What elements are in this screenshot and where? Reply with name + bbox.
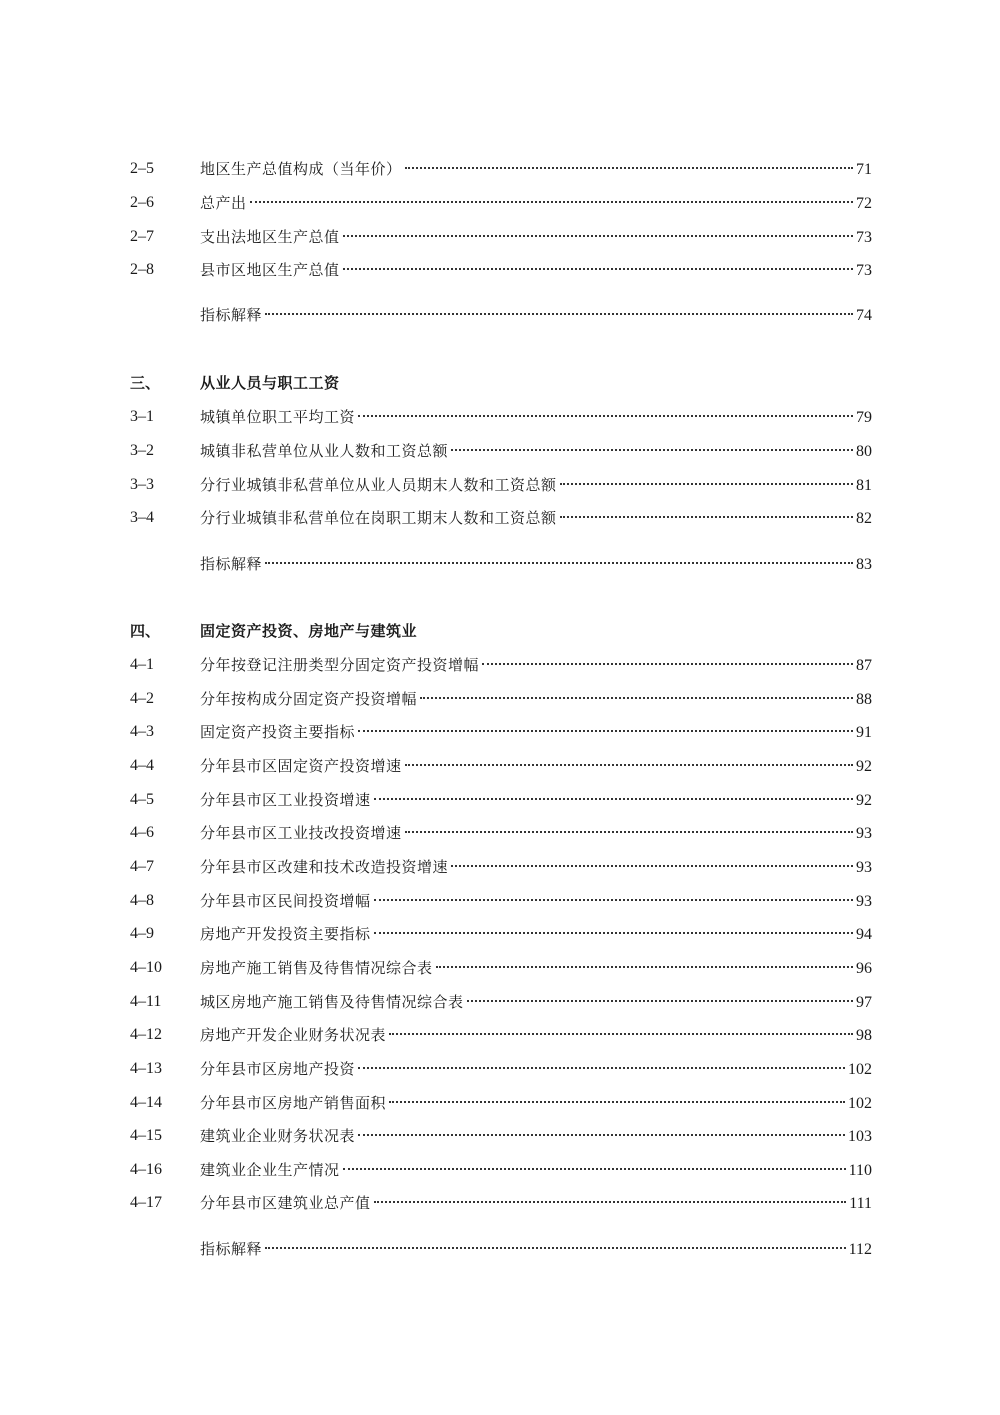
toc-entry-page: 79	[856, 409, 872, 426]
dot-leader	[343, 235, 853, 237]
toc-entry[interactable]	[0, 191, 1000, 215]
toc-entry-number: 4–3	[130, 723, 154, 740]
toc-entry-title: 分年县市区固定资产投资增速	[200, 757, 402, 775]
toc-entry-page: 97	[856, 994, 872, 1011]
toc-entry-number: 2–6	[130, 194, 154, 211]
toc-entry-title: 分行业城镇非私营单位在岗职工期末人数和工资总额	[200, 509, 557, 527]
section-number: 三、	[130, 374, 161, 392]
toc-entry-title: 分年县市区民间投资增幅	[200, 892, 371, 910]
toc-entry-page: 83	[856, 556, 872, 573]
toc-entry-number: 4–13	[130, 1060, 162, 1077]
toc-entry-page: 98	[856, 1027, 872, 1044]
section-title: 固定资产投资、房地产与建筑业	[200, 622, 418, 640]
toc-entry-title: 分年县市区房地产投资	[200, 1060, 356, 1078]
toc-entry-title: 指标解释	[200, 1240, 263, 1258]
toc-entry-title: 分年县市区改建和技术改造投资增速	[200, 858, 449, 876]
toc-entry[interactable]	[0, 687, 1000, 711]
toc-entry-page: 110	[848, 1162, 872, 1179]
toc-explanation-entry[interactable]	[0, 552, 1000, 576]
toc-entry-page: 91	[856, 724, 872, 741]
dot-leader	[482, 663, 853, 665]
toc-entry-page: 103	[848, 1128, 872, 1145]
toc-entry-title: 分年按登记注册类型分固定资产投资增幅	[200, 656, 480, 674]
toc-entry-page: 82	[856, 510, 872, 527]
toc-entry[interactable]	[0, 1091, 1000, 1115]
toc-entry-number: 4–7	[130, 858, 154, 875]
toc-entry[interactable]	[0, 506, 1000, 530]
toc-entry-title: 固定资产投资主要指标	[200, 723, 356, 741]
toc-entry[interactable]	[0, 889, 1000, 913]
section-number: 四、	[130, 622, 161, 640]
toc-entry-title: 房地产开发企业财务状况表	[200, 1026, 387, 1044]
toc-entry-title: 分年县市区建筑业总产值	[200, 1194, 371, 1212]
toc-entry-number: 4–1	[130, 656, 154, 673]
toc-entry[interactable]	[0, 473, 1000, 497]
toc-entry[interactable]	[0, 157, 1000, 181]
toc-entry[interactable]	[0, 990, 1000, 1014]
toc-entry[interactable]	[0, 821, 1000, 845]
toc-entry[interactable]	[0, 855, 1000, 879]
toc-entry-number: 2–5	[130, 160, 154, 177]
dot-leader	[405, 764, 853, 766]
toc-entry-page: 93	[856, 825, 872, 842]
toc-entry-title: 指标解释	[200, 555, 263, 573]
toc-entry-number: 2–8	[130, 261, 154, 278]
toc-explanation-entry[interactable]	[0, 303, 1000, 327]
toc-entry-page: 102	[848, 1061, 872, 1078]
dot-leader	[265, 562, 853, 564]
toc-entry-page: 111	[849, 1195, 872, 1212]
toc-entry[interactable]	[0, 225, 1000, 249]
dot-leader	[560, 483, 853, 485]
toc-entry-number: 4–6	[130, 824, 154, 841]
toc-entry[interactable]	[0, 720, 1000, 744]
toc-entry-page: 74	[856, 307, 872, 324]
toc-entry-page: 93	[856, 859, 872, 876]
toc-entry-title: 分年县市区工业技改投资增速	[200, 824, 402, 842]
toc-entry-title: 支出法地区生产总值	[200, 228, 340, 246]
toc-entry-number: 4–14	[130, 1094, 162, 1111]
toc-entry-page: 73	[856, 229, 872, 246]
toc-entry-title: 房地产开发投资主要指标	[200, 925, 371, 943]
toc-entry-page: 71	[856, 161, 872, 178]
toc-entry-number: 4–11	[130, 993, 162, 1010]
toc-entry[interactable]	[0, 1023, 1000, 1047]
section-heading	[0, 619, 1000, 643]
toc-entry[interactable]	[0, 1124, 1000, 1148]
toc-entry-page: 92	[856, 758, 872, 775]
toc-entry-title: 分年县市区工业投资增速	[200, 791, 371, 809]
toc-entry-number: 3–2	[130, 442, 154, 459]
dot-leader	[358, 1067, 845, 1069]
toc-entry-page: 88	[856, 691, 872, 708]
toc-entry-number: 4–16	[130, 1161, 162, 1178]
dot-leader	[265, 313, 853, 315]
dot-leader	[374, 932, 853, 934]
toc-entry[interactable]	[0, 1057, 1000, 1081]
toc-entry[interactable]	[0, 258, 1000, 282]
toc-entry-title: 指标解释	[200, 306, 263, 324]
toc-entry[interactable]	[0, 788, 1000, 812]
toc-entry-number: 4–9	[130, 925, 154, 942]
toc-explanation-entry[interactable]	[0, 1237, 1000, 1261]
toc-entry-title: 城镇非私营单位从业人数和工资总额	[200, 442, 449, 460]
toc-entry-title: 县市区地区生产总值	[200, 261, 340, 279]
toc-entry-number: 4–2	[130, 690, 154, 707]
toc-entry-page: 93	[856, 893, 872, 910]
toc-entry-number: 4–4	[130, 757, 154, 774]
toc-entry-title: 城区房地产施工销售及待售情况综合表	[200, 993, 464, 1011]
dot-leader	[467, 1000, 853, 1002]
dot-leader	[358, 415, 853, 417]
dot-leader	[436, 966, 853, 968]
dot-leader	[451, 865, 853, 867]
toc-entry[interactable]	[0, 405, 1000, 429]
toc-entry[interactable]	[0, 956, 1000, 980]
toc-entry[interactable]	[0, 653, 1000, 677]
toc-entry[interactable]	[0, 754, 1000, 778]
toc-entry-page: 112	[848, 1241, 872, 1258]
dot-leader	[250, 201, 853, 203]
toc-entry-number: 4–17	[130, 1194, 162, 1211]
toc-entry-number: 3–3	[130, 476, 154, 493]
toc-entry[interactable]	[0, 439, 1000, 463]
dot-leader	[374, 899, 853, 901]
toc-entry[interactable]	[0, 1158, 1000, 1182]
toc-entry-number: 3–1	[130, 408, 154, 425]
toc-entry-title: 总产出	[200, 194, 247, 212]
toc-entry-page: 94	[856, 926, 872, 943]
dot-leader	[343, 268, 853, 270]
dot-leader	[420, 697, 853, 699]
toc-entry-title: 城镇单位职工平均工资	[200, 408, 356, 426]
toc-entry-page: 73	[856, 262, 872, 279]
toc-entry[interactable]	[0, 922, 1000, 946]
toc-entry-page: 72	[856, 195, 872, 212]
toc-entry-page: 96	[856, 960, 872, 977]
toc-entry-number: 4–5	[130, 791, 154, 808]
dot-leader	[374, 1201, 847, 1203]
dot-leader	[389, 1033, 853, 1035]
toc-entry-number: 4–10	[130, 959, 162, 976]
dot-leader	[405, 831, 853, 833]
toc-entry-number: 2–7	[130, 228, 154, 245]
section-heading	[0, 371, 1000, 395]
toc-entry-page: 102	[848, 1095, 872, 1112]
toc-entry[interactable]	[0, 1191, 1000, 1215]
dot-leader	[265, 1247, 846, 1249]
dot-leader	[358, 1134, 845, 1136]
dot-leader	[405, 167, 853, 169]
dot-leader	[374, 798, 853, 800]
toc-entry-title: 房地产施工销售及待售情况综合表	[200, 959, 433, 977]
toc-entry-number: 3–4	[130, 509, 154, 526]
toc-entry-page: 81	[856, 477, 872, 494]
section-title: 从业人员与职工工资	[200, 374, 340, 392]
toc-entry-title: 建筑业企业财务状况表	[200, 1127, 356, 1145]
toc-entry-page: 92	[856, 792, 872, 809]
toc-entry-page: 87	[856, 657, 872, 674]
dot-leader	[560, 516, 853, 518]
toc-entry-number: 4–8	[130, 892, 154, 909]
toc-entry-page: 80	[856, 443, 872, 460]
dot-leader	[343, 1168, 846, 1170]
toc-entry-title: 地区生产总值构成（当年价）	[200, 160, 402, 178]
dot-leader	[389, 1101, 845, 1103]
dot-leader	[358, 730, 853, 732]
dot-leader	[451, 449, 853, 451]
toc-entry-title: 分行业城镇非私营单位从业人员期末人数和工资总额	[200, 476, 557, 494]
toc-entry-title: 建筑业企业生产情况	[200, 1161, 340, 1179]
toc-entry-title: 分年按构成分固定资产投资增幅	[200, 690, 418, 708]
toc-entry-number: 4–15	[130, 1127, 162, 1144]
toc-entry-number: 4–12	[130, 1026, 162, 1043]
toc-entry-title: 分年县市区房地产销售面积	[200, 1094, 387, 1112]
